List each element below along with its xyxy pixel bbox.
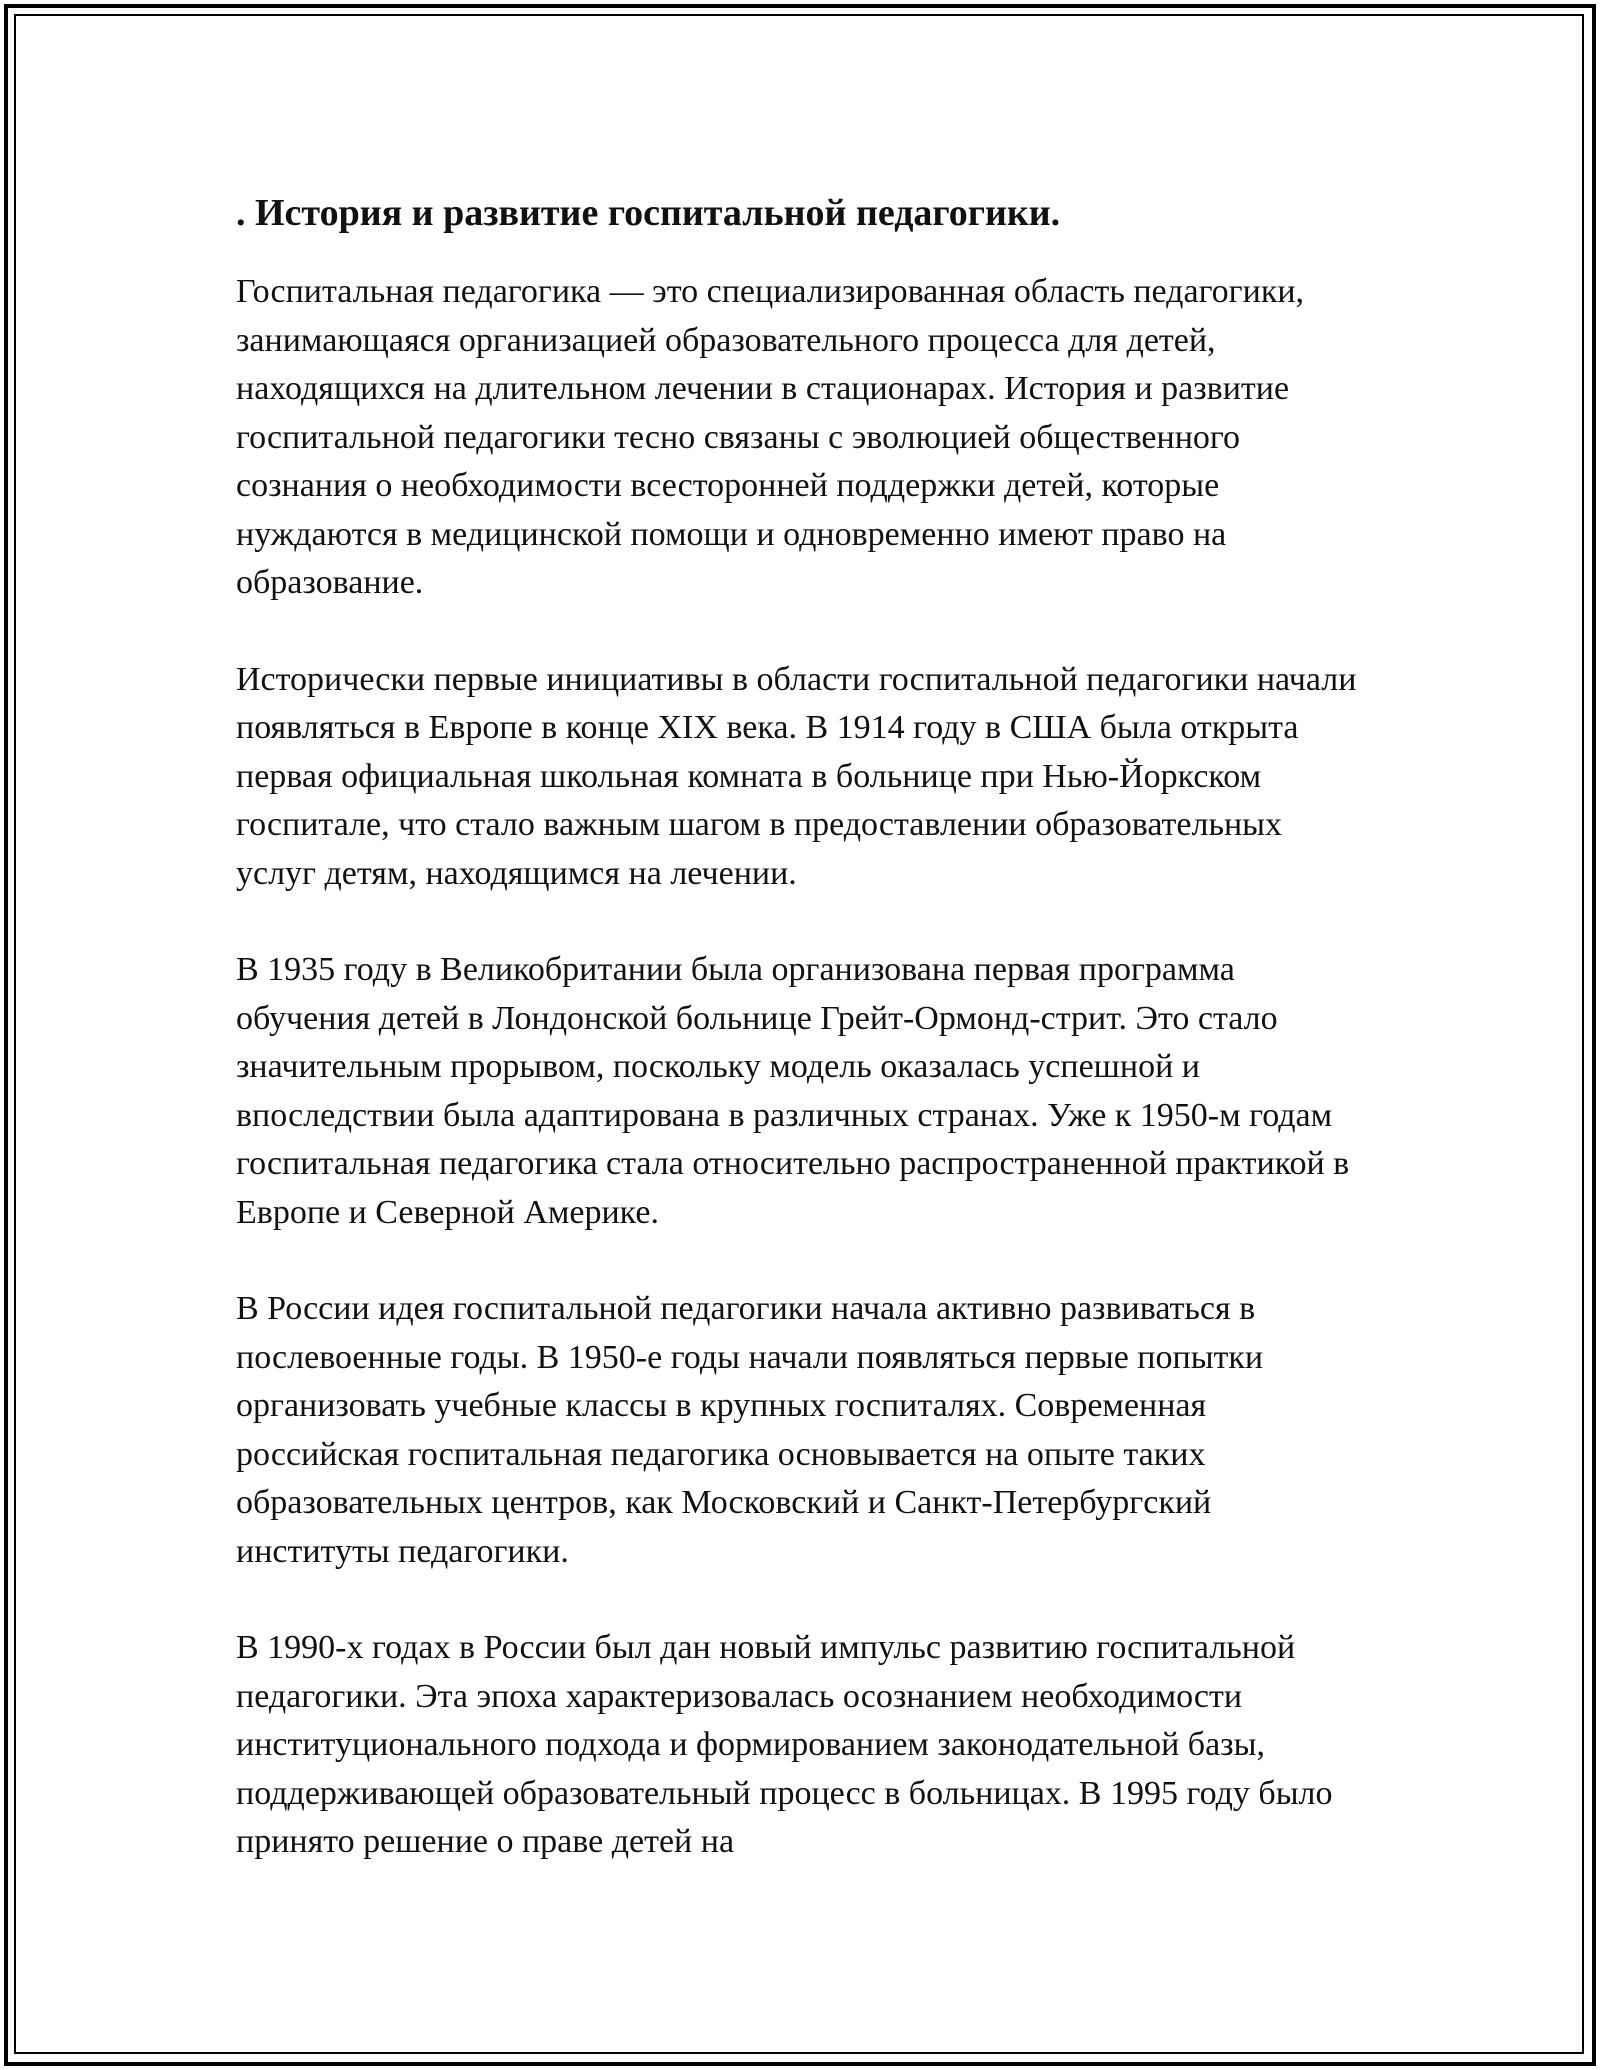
document-page [236, 190, 1366, 1915]
paragraph-2: Исторически первые инициативы в области госпитальной педагогики начали появляться в Европе в конце XIX века. В 1914 году в США была открыта первая официальная школьная комната в больнице при Нью-Йоркском госпитале, что стало важным шагом в предоставлении образовательных услуг детям, находящимся на лечении. [236, 660, 1357, 892]
paragraph-1: Госпитальная педагогика — это специализированная область педагогики, занимающаяся организацией образовательного процесса для детей, находящихся на длительном лечении в стационарах. История и развитие госпитальной педагогики тесно связаны с эволюцией общественного сознания о необходимости всесторонней поддержки детей, которые нуждаются в медицинской помощи и одновременно имеют право на образование. [236, 273, 1305, 601]
paragraph-5: В 1990-х годах в России был дан новый импульс развитию госпитальной педагогики. Эта эпоха характеризовалась осознанием необходимости институционального подхода и формированием законодательной базы, поддерживающей образовательный процесс в больницах. В 1995 году было принято решение о праве детей на [236, 1629, 1333, 1860]
paragraph-3: В 1935 году в Великобритании была организована первая программа обучения детей в Лондонской больнице Грейт-Ормонд-стрит. Это стало значительным прорывом, поскольку модель оказалась успешной и впоследствии была адаптирована в различных странах. Уже к 1950-м годам госпитальная педагогика стала относительно распространенной практикой в Европе и Северной Америке. [236, 951, 1350, 1231]
document-title: . История и развитие госпитальной педагогики. [236, 192, 1061, 234]
paragraph-4: В России идея госпитальной педагогики начала активно развиваться в послевоенные годы. В 1950-е годы начали появляться первые попытки организовать учебные классы в крупных госпиталях. Современная российская госпитальная педагогика основывается на опыте таких образовательных центров, как Московский и Санкт-Петербургский институты педагогики. [236, 1290, 1264, 1570]
